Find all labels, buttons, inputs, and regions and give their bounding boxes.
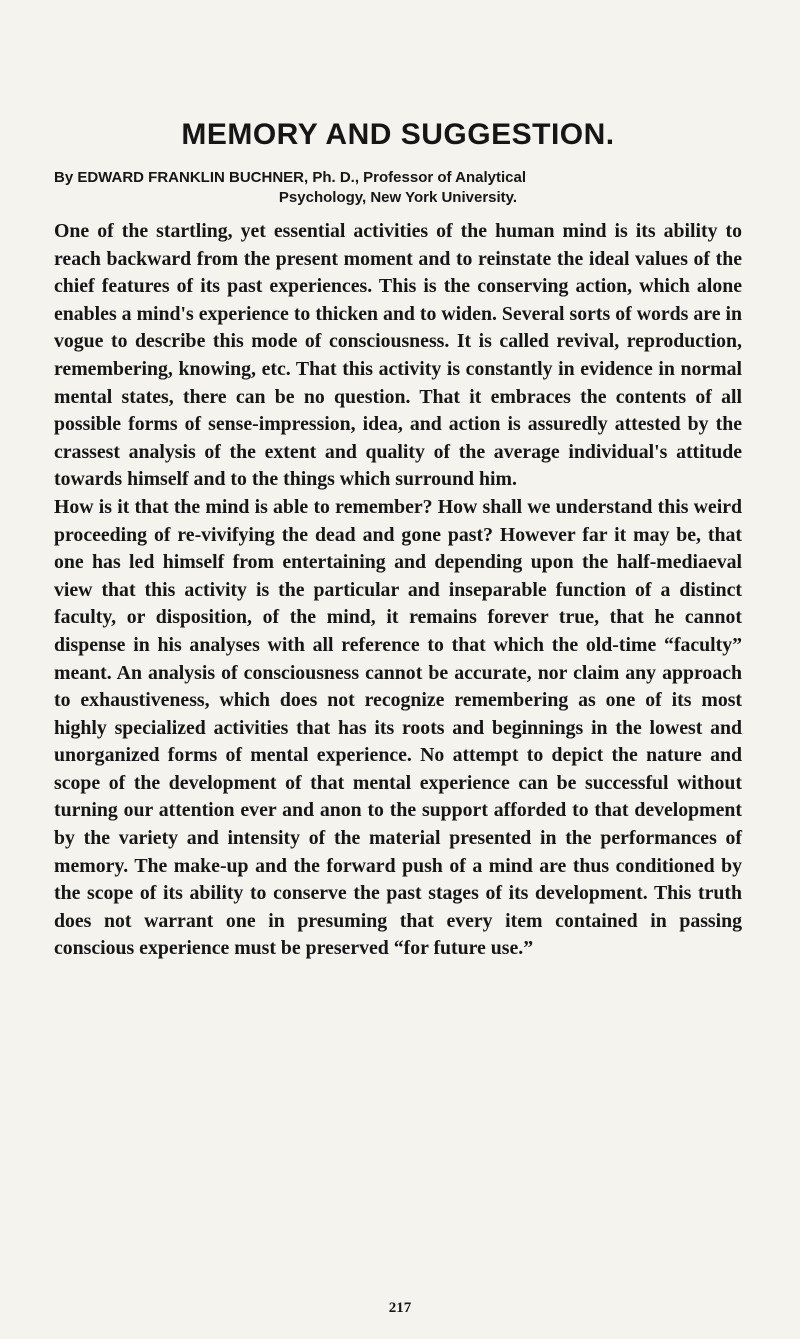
byline xyxy=(54,168,742,208)
page-number: 217 xyxy=(388,1300,412,1316)
paragraph-2: How is it that the mind is able to remember? How shall we understand this weird proceeding of re-vivifying the dead and gone past? However far it may be, that one has led himself from entertaining and depending upon the half-mediaeval view that this activity is the particular and inseparable function of a distinct faculty, or disposition, of the mind, it remains forever true, that he cannot dispense in his analyses with all reference to that which the old-time “faculty” meant. An analysis of consciousness cannot be accurate, nor claim any approach to exhaustiveness, which does not recognize remembering as one of its most highly specialized activities that has its roots and beginnings in the lowest and unorganized forms of mental experience. No attempt to depict the nature and scope of the development of that mental experience can be successful without turning our attention ever and anon to the support afforded to that development by the variety and intensity of the material presented in the performances of memory. The make-up and the forward push of a mind are thus conditioned by the scope of its ability to conserve the past stages of its development. This truth does not warrant one in presuming that every item contained in passing conscious experience must be preserved “for future use.” xyxy=(54,495,742,960)
byline-affiliation: Psychology, New York University. xyxy=(278,189,518,206)
article-title: MEMORY AND SUGGESTION. xyxy=(181,118,615,151)
byline-author: By EDWARD FRANKLIN BUCHNER, Ph. D., Professor of Analytical xyxy=(54,169,526,186)
paragraph-1: One of the startling, yet essential activities of the human mind is its ability to reach backward from the present moment and to reinstate the ideal values of the chief features of its past experiences. This is the conserving action, which alone enables a mind's experience to thicken and to widen. Several sorts of words are in vogue to describe this mode of consciousness. It is called revival, reproduction, remembering, knowing, etc. That this activity is constantly in evidence in normal mental states, there can be no question. That it embraces the contents of all possible forms of sense-impression, idea, and action is assuredly attested by the crassest analysis of the extent and quality of the average individual's attitude towards himself and to the things which surround him. xyxy=(54,220,742,491)
article-body xyxy=(54,218,742,963)
